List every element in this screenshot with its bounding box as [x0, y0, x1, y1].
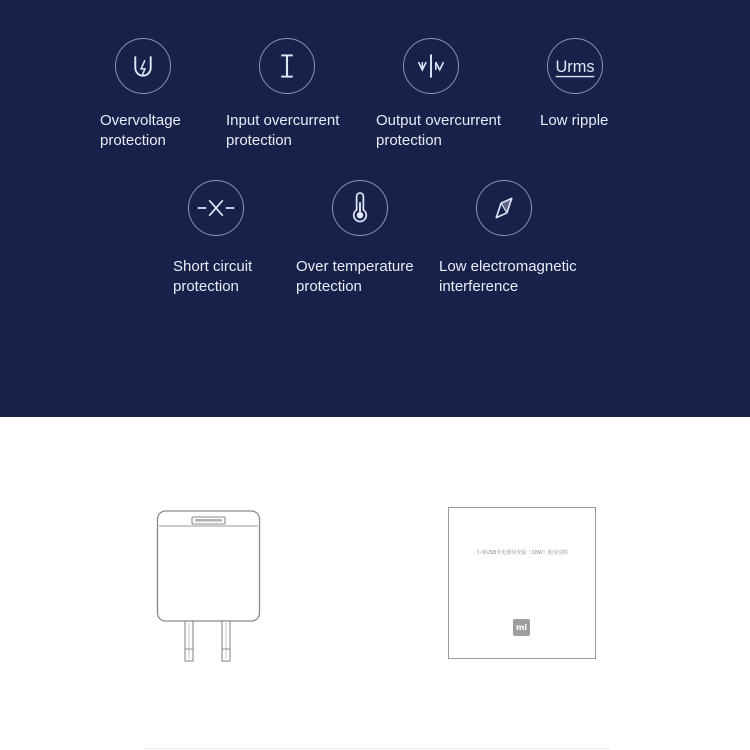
- feature-label: Low electromagnetic interference: [439, 258, 577, 295]
- thermometer-icon: [332, 180, 388, 236]
- mi-logo-text: mi: [515, 622, 528, 632]
- manual-title: 小米USB充电器快充版（18W）使用说明: [476, 550, 568, 556]
- output-current-icon: [403, 38, 459, 94]
- feature-label: Input overcurrent protection: [226, 112, 340, 149]
- charger-drawing: [150, 505, 270, 670]
- compass-icon: [476, 180, 532, 236]
- short-circuit-icon: [188, 180, 244, 236]
- feature-label: Overvoltage protection: [100, 112, 181, 149]
- feature-label: Short circuit protection: [173, 258, 253, 295]
- urms-icon: [547, 38, 603, 94]
- feature-label: Over temperature protection: [296, 258, 414, 295]
- current-icon: [259, 38, 315, 94]
- mi-logo: [513, 619, 530, 636]
- manual-booklet: [448, 507, 596, 659]
- feature-label: Low ripple: [540, 112, 609, 129]
- svg-text:Urms: Urms: [555, 57, 595, 76]
- bottom-divider: [145, 748, 610, 749]
- overvoltage-icon: [115, 38, 171, 94]
- package-contents-panel: [0, 417, 750, 750]
- feature-label: Output overcurrent protection: [376, 112, 502, 149]
